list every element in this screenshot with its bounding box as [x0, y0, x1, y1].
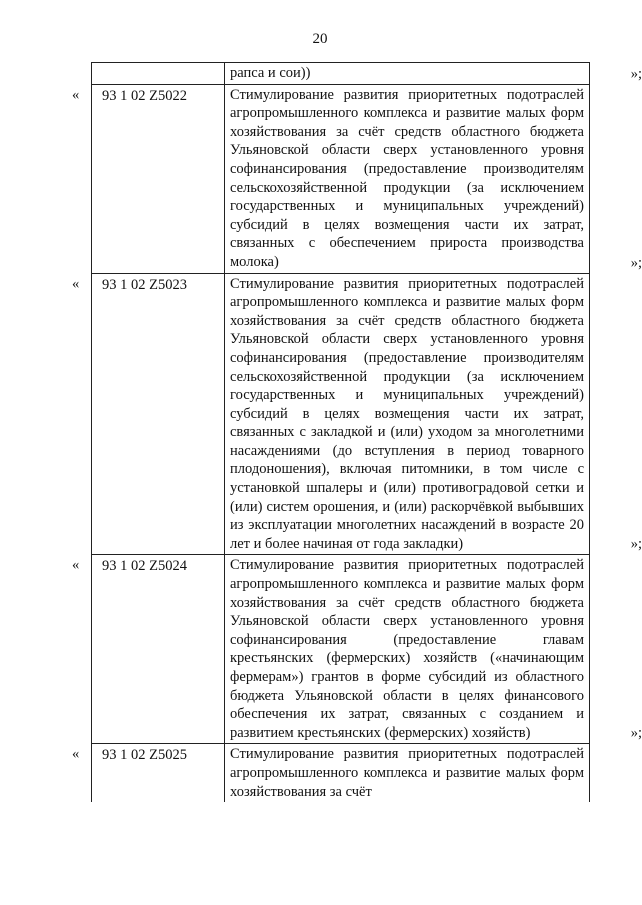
code-description: Стимулирование развития приоритетных подотраслей агропромышленного комплекса и развитие малых форм хозяйствования за счёт средств областного бюджета Ульяновской области сверх установленного уровня софинансирования (предоставление главам крестьянских (фермерских) хозяйств («начинающим фермерам») грантов в форме субсидий из областного бюджета Ульяновской области в целях финансового обеспечения их затрат, связанных с созданием и развитием крестьянских (фермерских) хозяйств)	[225, 555, 590, 743]
opening-quote: «	[72, 275, 80, 292]
opening-quote: «	[72, 746, 80, 763]
table-row	[72, 274, 642, 556]
closing-quote: »;	[630, 536, 642, 553]
budget-code: 93 1 02 Z5022	[92, 85, 225, 273]
table-row	[72, 85, 642, 274]
budget-code-table	[72, 62, 642, 802]
code-description: Стимулирование развития приоритетных подотраслей агропромышленного комплекса и развитие малых форм хозяйствования за счёт средств областного бюджета Ульяновской области сверх установленного уровня софинансирования (предоставление производителям сельскохозяйственной продукции (за исключением государственных и муниципальных учреждений) субсидий в целях возмещения части их затрат, связанных с обеспечением прироста производства молока)	[225, 85, 590, 273]
page-number: 20	[312, 31, 328, 47]
closing-quote: »;	[630, 65, 642, 82]
table-row	[72, 555, 642, 744]
budget-code: 93 1 02 Z5023	[92, 274, 225, 555]
closing-quote: »;	[630, 725, 642, 742]
budget-code: 93 1 02 Z5025	[92, 744, 225, 802]
code-description: рапса и сои))	[225, 63, 590, 84]
table-row	[72, 744, 590, 802]
opening-quote: «	[72, 557, 80, 574]
closing-quote: »;	[630, 254, 642, 271]
table-row	[92, 63, 642, 85]
code-description: Стимулирование развития приоритетных подотраслей агропромышленного комплекса и развитие малых форм хозяйствования за счёт	[225, 744, 590, 802]
opening-quote: «	[72, 86, 80, 103]
budget-code: 93 1 02 Z5024	[92, 555, 225, 743]
budget-code	[92, 63, 225, 84]
code-description: Стимулирование развития приоритетных подотраслей агропромышленного комплекса и развитие малых форм хозяйствования за счёт средств областного бюджета Ульяновской области сверх установленного уровня софинансирования (предоставление производителям сельскохозяйственной продукции (за исключением государственных и муниципальных учреждений) субсидий в целях возмещения части их затрат, связанных с закладкой и (или) уходом за многолетними насаждениями (до вступления в период товарного плодоношения), включая питомники, в том числе с установкой шпалеры и (или) противоградовой сетки и (или) систем орошения, и (или) раскорчёвкой выбывших из эксплуатации многолетних насаждений в возрасте 20 лет и более начиная от года закладки)	[225, 274, 590, 555]
